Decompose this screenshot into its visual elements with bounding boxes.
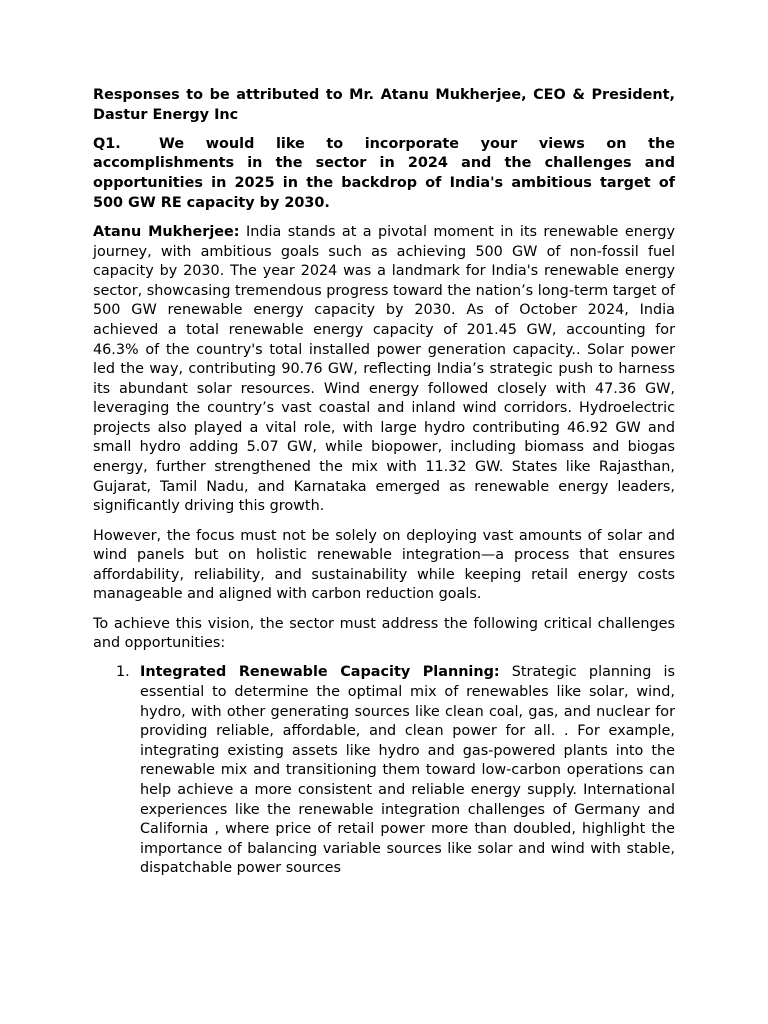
question-text: We would like to incorporate your views on the accomplishments in the sector in 2024 and the challenges and opportunities in 2025 in the backdrop of India's ambitious target of 500 GW RE capacity by 2030. [93, 135, 675, 211]
question-number: Q1. [93, 135, 121, 152]
document-page [93, 86, 675, 879]
answer-paragraph-3: To achieve this vision, the sector must address the following critical challenges and opportunities: [93, 615, 675, 652]
list-item-number: 1. [116, 664, 130, 681]
attribution-line: Responses to be attributed to Mr. Atanu Mukherjee, CEO & President, Dastur Energy Inc [93, 87, 675, 123]
challenges-list [93, 663, 675, 879]
answer-paragraph-2: However, the focus must not be solely on deploying vast amounts of solar and wind panels but on holistic renewable integration—a process that ensures affordability, reliability, and sustainability while keeping retail energy costs manageable and aligned with carbon reduction goals. [93, 527, 675, 603]
answer-text-1: India stands at a pivotal moment in its renewable energy journey, with ambitious goals such as achieving 500 GW of non-fossil fuel capacity by 2030. The year 2024 was a landmark for India's renewable energy sector, showcasing tremendous progress toward the nation’s long-term target of 500 GW renewable energy capacity by 2030. As of October 2024, India achieved a total renewable energy capacity of 201.45 GW, accounting for 46.3% of the country's total installed power generation capacity.. Solar power led the way, contributing 90.76 GW, reflecting India’s strategic push to harness its abundant solar resources. Wind energy followed closely with 47.36 GW, leveraging the country’s vast coastal and inland wind corridors. Hydroelectric projects also played a vital role, with large hydro contributing 46.92 GW and small hydro adding 5.07 GW, while biopower, including biomass and biogas energy, further strengthened the mix with 11.32 GW. States like Rajasthan, Gujarat, Tamil Nadu, and Karnataka emerged as renewable energy leaders, significantly driving this growth. [93, 223, 675, 515]
list-item-title: Integrated Renewable Capacity Planning: [140, 664, 500, 681]
answer-paragraph-1 [93, 223, 675, 517]
question-paragraph [93, 135, 675, 213]
speaker-name: Atanu Mukherjee: [93, 223, 240, 240]
list-item [93, 663, 675, 879]
list-item-text: Strategic planning is essential to determine the optimal mix of renewables like solar, wind, hydro, with other generating sources like clean coal, gas, and nuclear for providing reliable, affordable, and clean power for all. . For example, integrating existing assets like hydro and gas-powered plants into the renewable mix and transitioning them toward low-carbon operations can help achieve a more consistent and reliable energy supply. International experiences like the renewable integration challenges of Germany and California , where price of retail power more than doubled, highlight the importance of balancing variable sources like solar and wind with stable, dispatchable power sources [140, 664, 675, 877]
